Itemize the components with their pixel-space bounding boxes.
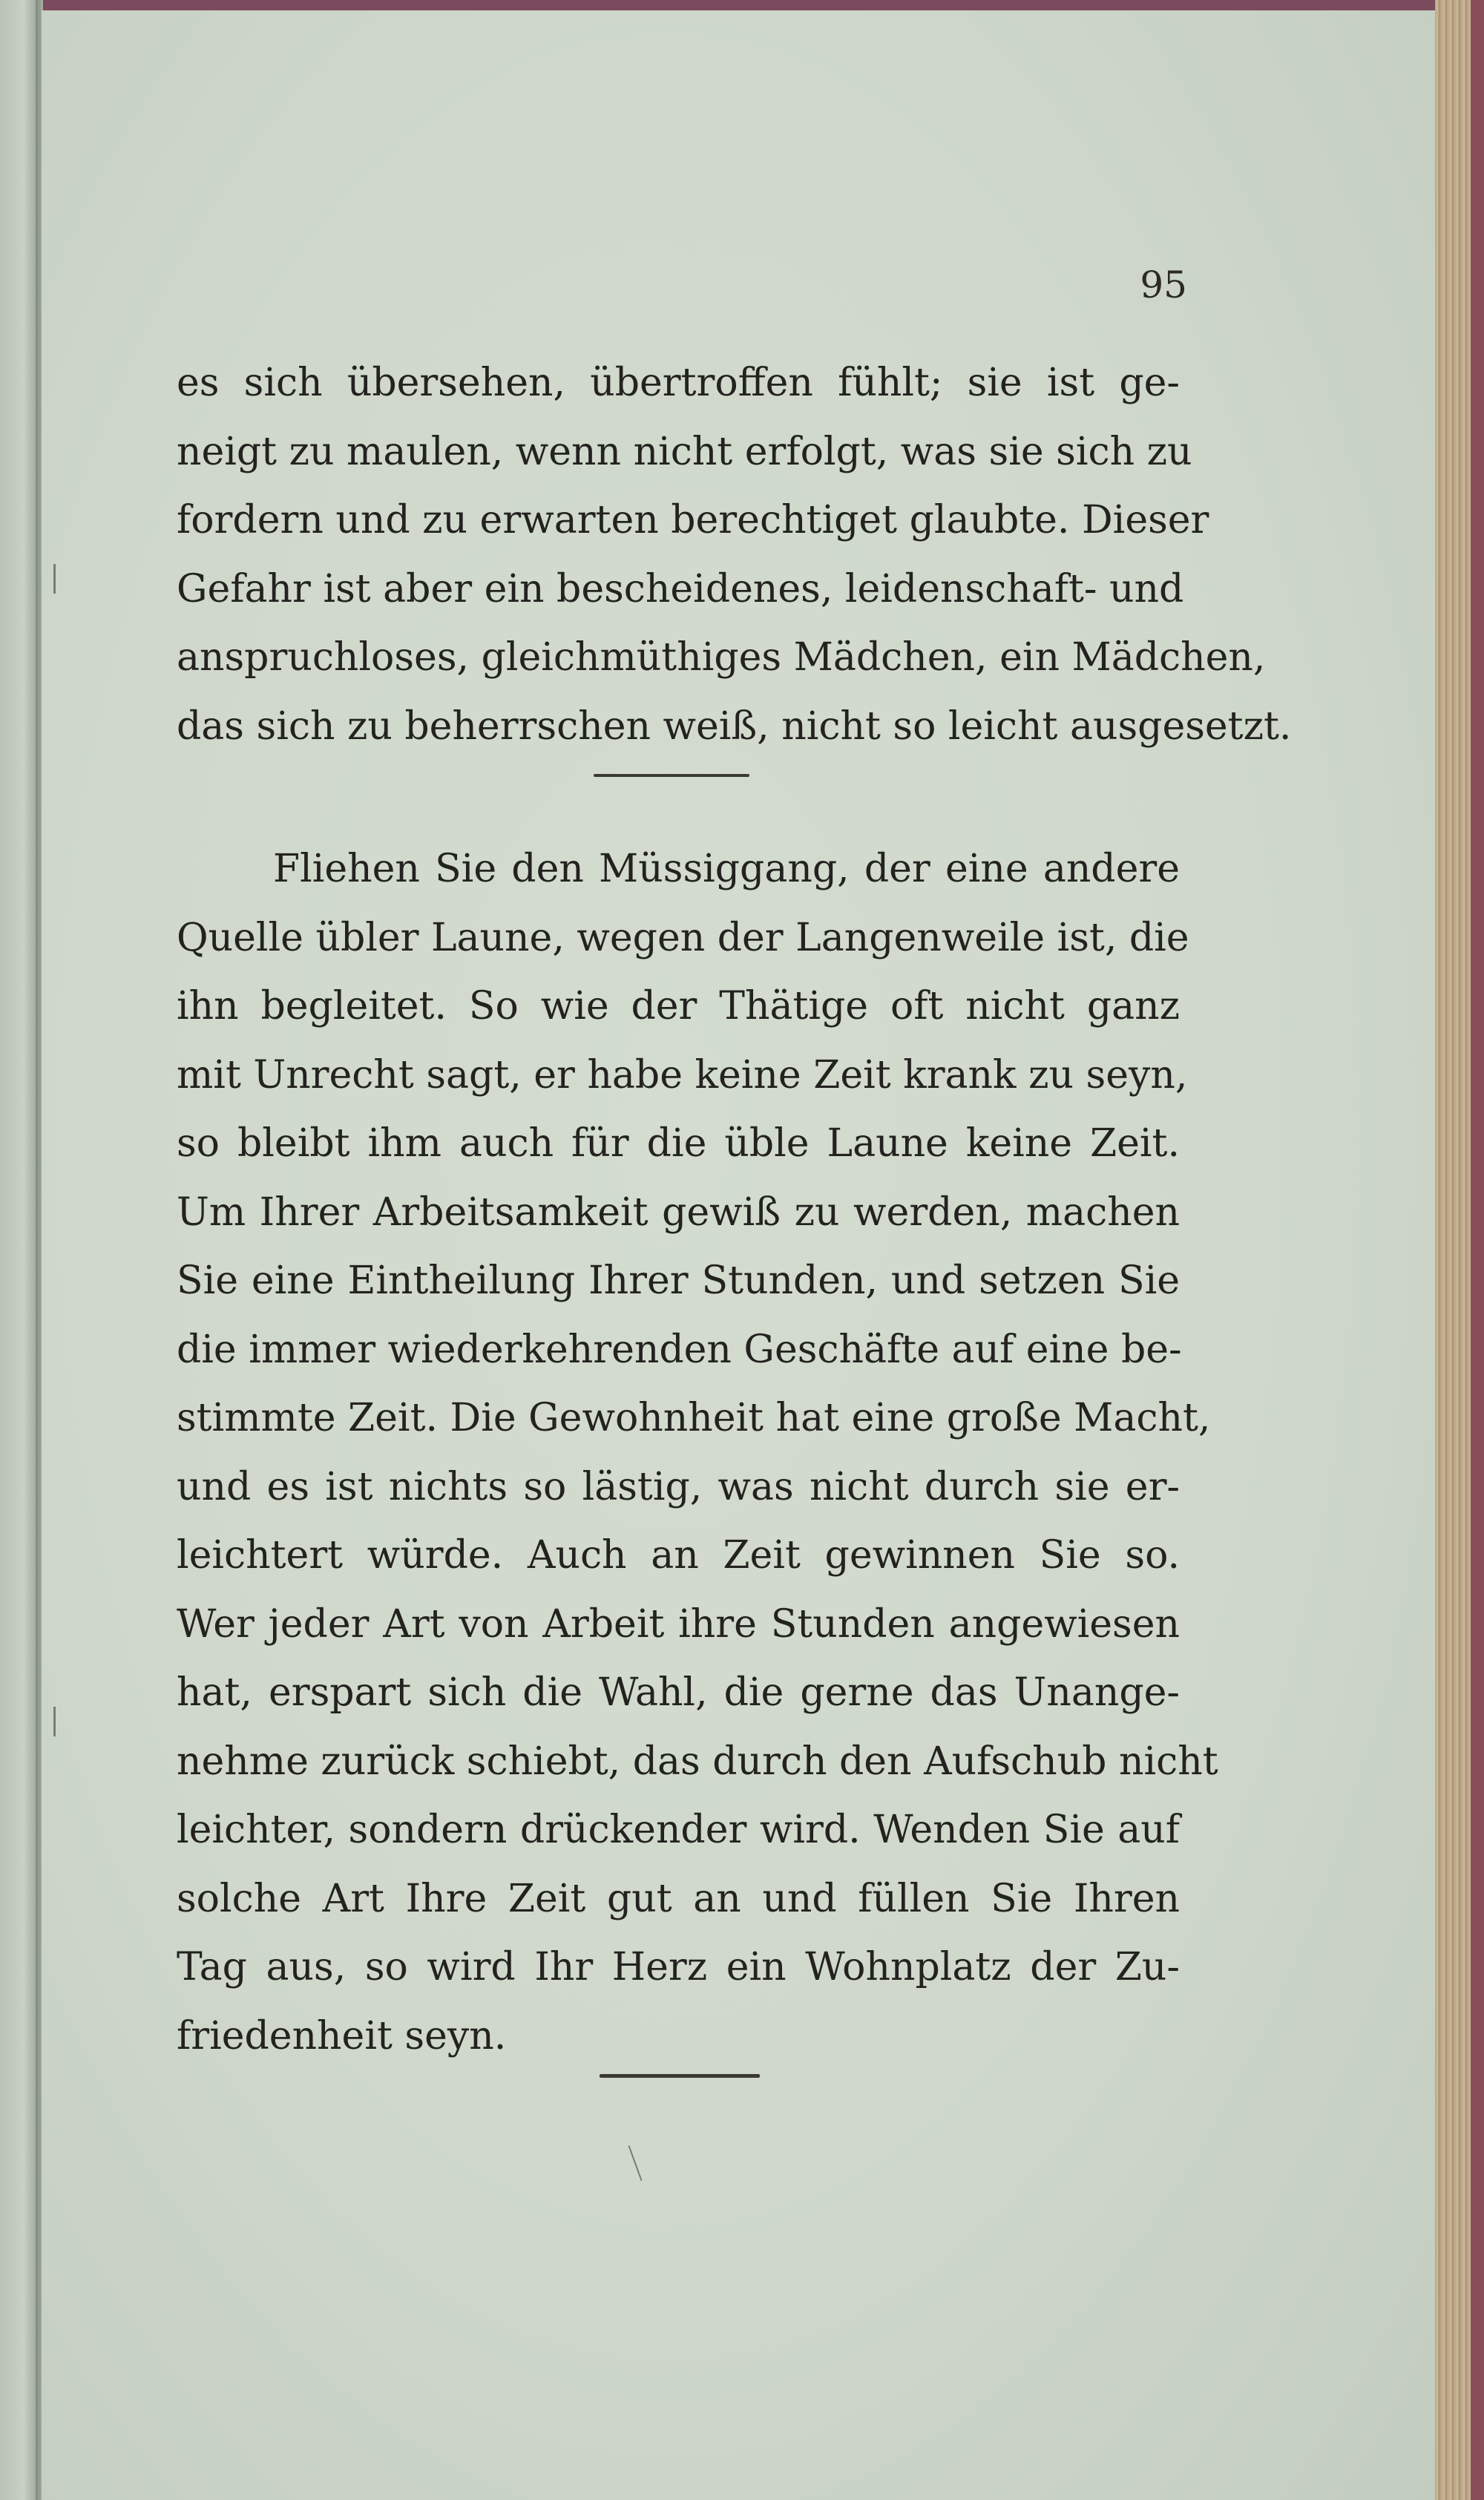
text-line: Sie eine Eintheilung Ihrer Stunden, und setzen Sie — [177, 1259, 1180, 1303]
text-line: Tag aus, so wird Ihr Herz ein Wohnplatz der Zu- — [177, 1945, 1180, 1989]
top-edge — [0, 0, 1484, 10]
text-line: es sich übersehen, übertroffen fühlt; sie ist ge- — [177, 361, 1180, 405]
text-line: so bleibt ihm auch für die üble Laune keine Zeit. — [177, 1121, 1180, 1166]
page-number: 95 — [1140, 263, 1187, 306]
left-page-edge — [0, 0, 39, 2500]
text-line: mit Unrecht sagt, er habe keine Zeit krank zu seyn, — [177, 1052, 1188, 1098]
text-line: neigt zu maulen, wenn nicht erfolgt, was sie sich zu — [177, 429, 1192, 474]
text-line: anspruchloses, gleichmüthiges Mädchen, ein Mädchen, — [177, 635, 1266, 680]
text-line: hat, erspart sich die Wahl, die gerne das Unange- — [177, 1670, 1180, 1715]
text-line: friedenheit seyn. — [177, 2013, 507, 2058]
margin-mark — [53, 564, 56, 594]
margin-mark — [53, 1707, 56, 1736]
text-line: Um Ihrer Arbeitsamkeit gewiß zu werden, machen — [177, 1190, 1180, 1235]
text-line: Wer jeder Art von Arbeit ihre Stunden angewiesen — [177, 1601, 1180, 1647]
text-line: nehme zurück schiebt, das durch den Aufschub nicht — [177, 1739, 1218, 1784]
section-divider — [594, 774, 749, 777]
text-line: ihn begleitet. So wie der Thätige oft nicht ganz — [177, 984, 1180, 1028]
end-divider — [600, 2074, 760, 2078]
text-line: die immer wiederkehrenden Geschäfte auf eine be- — [177, 1327, 1182, 1372]
paragraph-2 — [177, 835, 1218, 2070]
text-line: und es ist nichts so lästig, was nicht durch sie er- — [177, 1464, 1180, 1509]
text-line: Gefahr ist aber ein bescheidenes, leidenschaft- und — [177, 566, 1184, 611]
text-line: das sich zu beherrschen weiß, nicht so leicht ausgesetzt. — [177, 703, 1292, 749]
paragraph-1 — [177, 349, 1292, 761]
text-line: solche Art Ihre Zeit gut an und füllen Sie Ihren — [177, 1876, 1180, 1921]
text-line: Quelle übler Laune, wegen der Langenweile ist, die — [177, 915, 1189, 960]
text-line: Fliehen Sie den Müssiggang, der eine andere — [273, 847, 1180, 891]
text-line: leichter, sondern drückender wird. Wenden Sie auf — [177, 1808, 1180, 1852]
text-line: stimmte Zeit. Die Gewohnheit hat eine große Macht, — [177, 1396, 1211, 1440]
text-line: leichtert würde. Auch an Zeit gewinnen Sie so. — [177, 1533, 1180, 1578]
page-edges — [1435, 0, 1484, 2500]
text-line: fordern und zu erwarten berechtiget glaubte. Dieser — [177, 498, 1209, 542]
